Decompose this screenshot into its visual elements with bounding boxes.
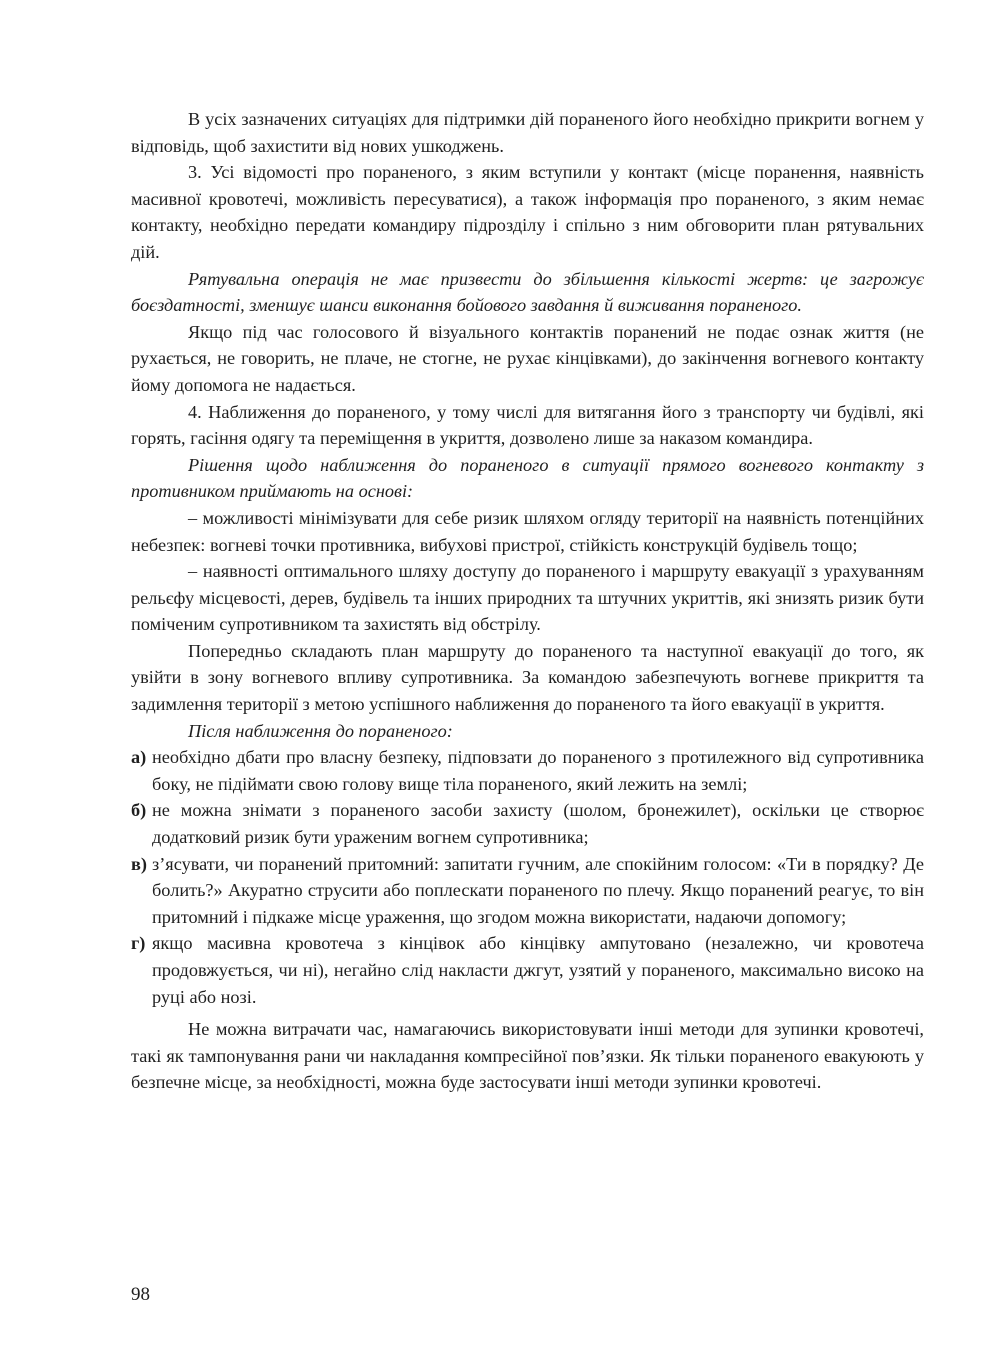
list-marker: г) [131,933,146,954]
paragraph-approach-order: 4. Наближення до пораненого, у тому числі для витягання його з транспорту чи будівлі, які горять, гасіння одягу та переміщення в укриття, дозволено лише за наказом командира. [131,401,924,449]
page-number: 98 [131,1284,150,1305]
page-body [131,106,924,1096]
list-marker: а) [131,747,147,768]
list-marker: б) [131,800,147,821]
paragraph-minimize-risk: – можливості мінімізувати для себе ризик шляхом огляду території на наявність потенційних небезпек: вогневі точки противника, вибухові пристрої, стійкість конструкцій будівель тощо; [131,507,924,555]
list-marker: в) [131,853,147,874]
list-item-text: не можна знімати з пораненого засоби захисту (шолом, бронежилет), оскільки це створює додатковий ризик бути ураженим вогнем супротивника; [152,800,924,848]
paragraph-decision-basis: Рішення щодо наближення до пораненого в ситуації прямого вогневого контакту з противником приймають на основі: [131,454,924,502]
paragraph-cover-fire: В усіх зазначених ситуаціях для підтримки дій пораненого його необхідно прикрити вогнем у відповідь, щоб захистити від нових ушкоджень. [131,109,924,156]
paragraph-no-signs-of-life: Якщо під час голосового й візуального контактів поранений не подає ознак життя (не рухається, не говорить, не плаче, не стогне, не рухає кінцівками), до закінчення вогневого контакту йому допомога не надається. [131,321,924,395]
list-item [131,851,924,931]
list-item [131,797,924,850]
paragraph-no-time-waste: Не можна витрачати час, намагаючись використовувати інші методи для зупинки кровотечі, такі як тампонування рани чи накладання компресійної пов’язки. Як тільки пораненого евакуюють у безпечне місце, за необхідності, можна буде застосувати інші методи зупинки кровотечі. [131,1019,924,1093]
list-item-text: з’ясувати, чи поранений притомний: запитати гучним, але спокійним голосом: «Ти в порядку? Де болить?» Акуратно струсити або поплескати пораненого по плечу. Якщо поранений реагує, то він притомний і підкаже місце ураження, що згодом можна використати, надаючи допомогу; [152,853,924,927]
list-item [131,930,924,1010]
action-list [131,744,924,1010]
list-item [131,744,924,797]
paragraph-optimal-route: – наявності оптимального шляху доступу до пораненого і маршруту евакуації з урахуванням рельєфу місцевості, дерев, будівель та інших природних та штучних укриттів, які знизять ризик бути поміченим супротивником та захистять від обстрілу. [131,561,924,635]
paragraph-report-to-commander: 3. Усі відомості про пораненого, з яким вступили у контакт (місце поранення, наявність масивної кровотечі, можливість пересуватися), а також інформація про пораненого, з яким немає контакту, необхідно передати командиру підрозділу і спільно з ним обговорити план рятувальних дій. [131,162,924,262]
list-item-text: необхідно дбати про власну безпеку, підповзати до пораненого з протилежного від супротивника боку, не підіймати свою голову вище тіла пораненого, який лежить на землі; [152,747,924,794]
paragraph-route-planning: Попередньо складають план маршруту до пораненого та наступної евакуації до того, як увійти в зону вогневого впливу супротивника. За командою забезпечують вогневе прикриття та задимлення території з метою успішного наближення до пораненого та його евакуації в укриття. [131,640,924,715]
paragraph-rescue-warning: Рятувальна операція не має призвести до збільшення кількості жертв: це загрожує боєздатності, зменшує шанси виконання бойового завдання й виживання пораненого. [131,268,924,316]
list-item-text: якщо масивна кровотеча з кінцівок або кінцівку ампутовано (незалежно, чи кровотеча продовжується, чи ні), негайно слід накласти джгут, узятий у пораненого, максимально високо на руці або нозі. [152,933,924,1007]
paragraph-after-approach: Після наближення до пораненого: [188,720,453,741]
